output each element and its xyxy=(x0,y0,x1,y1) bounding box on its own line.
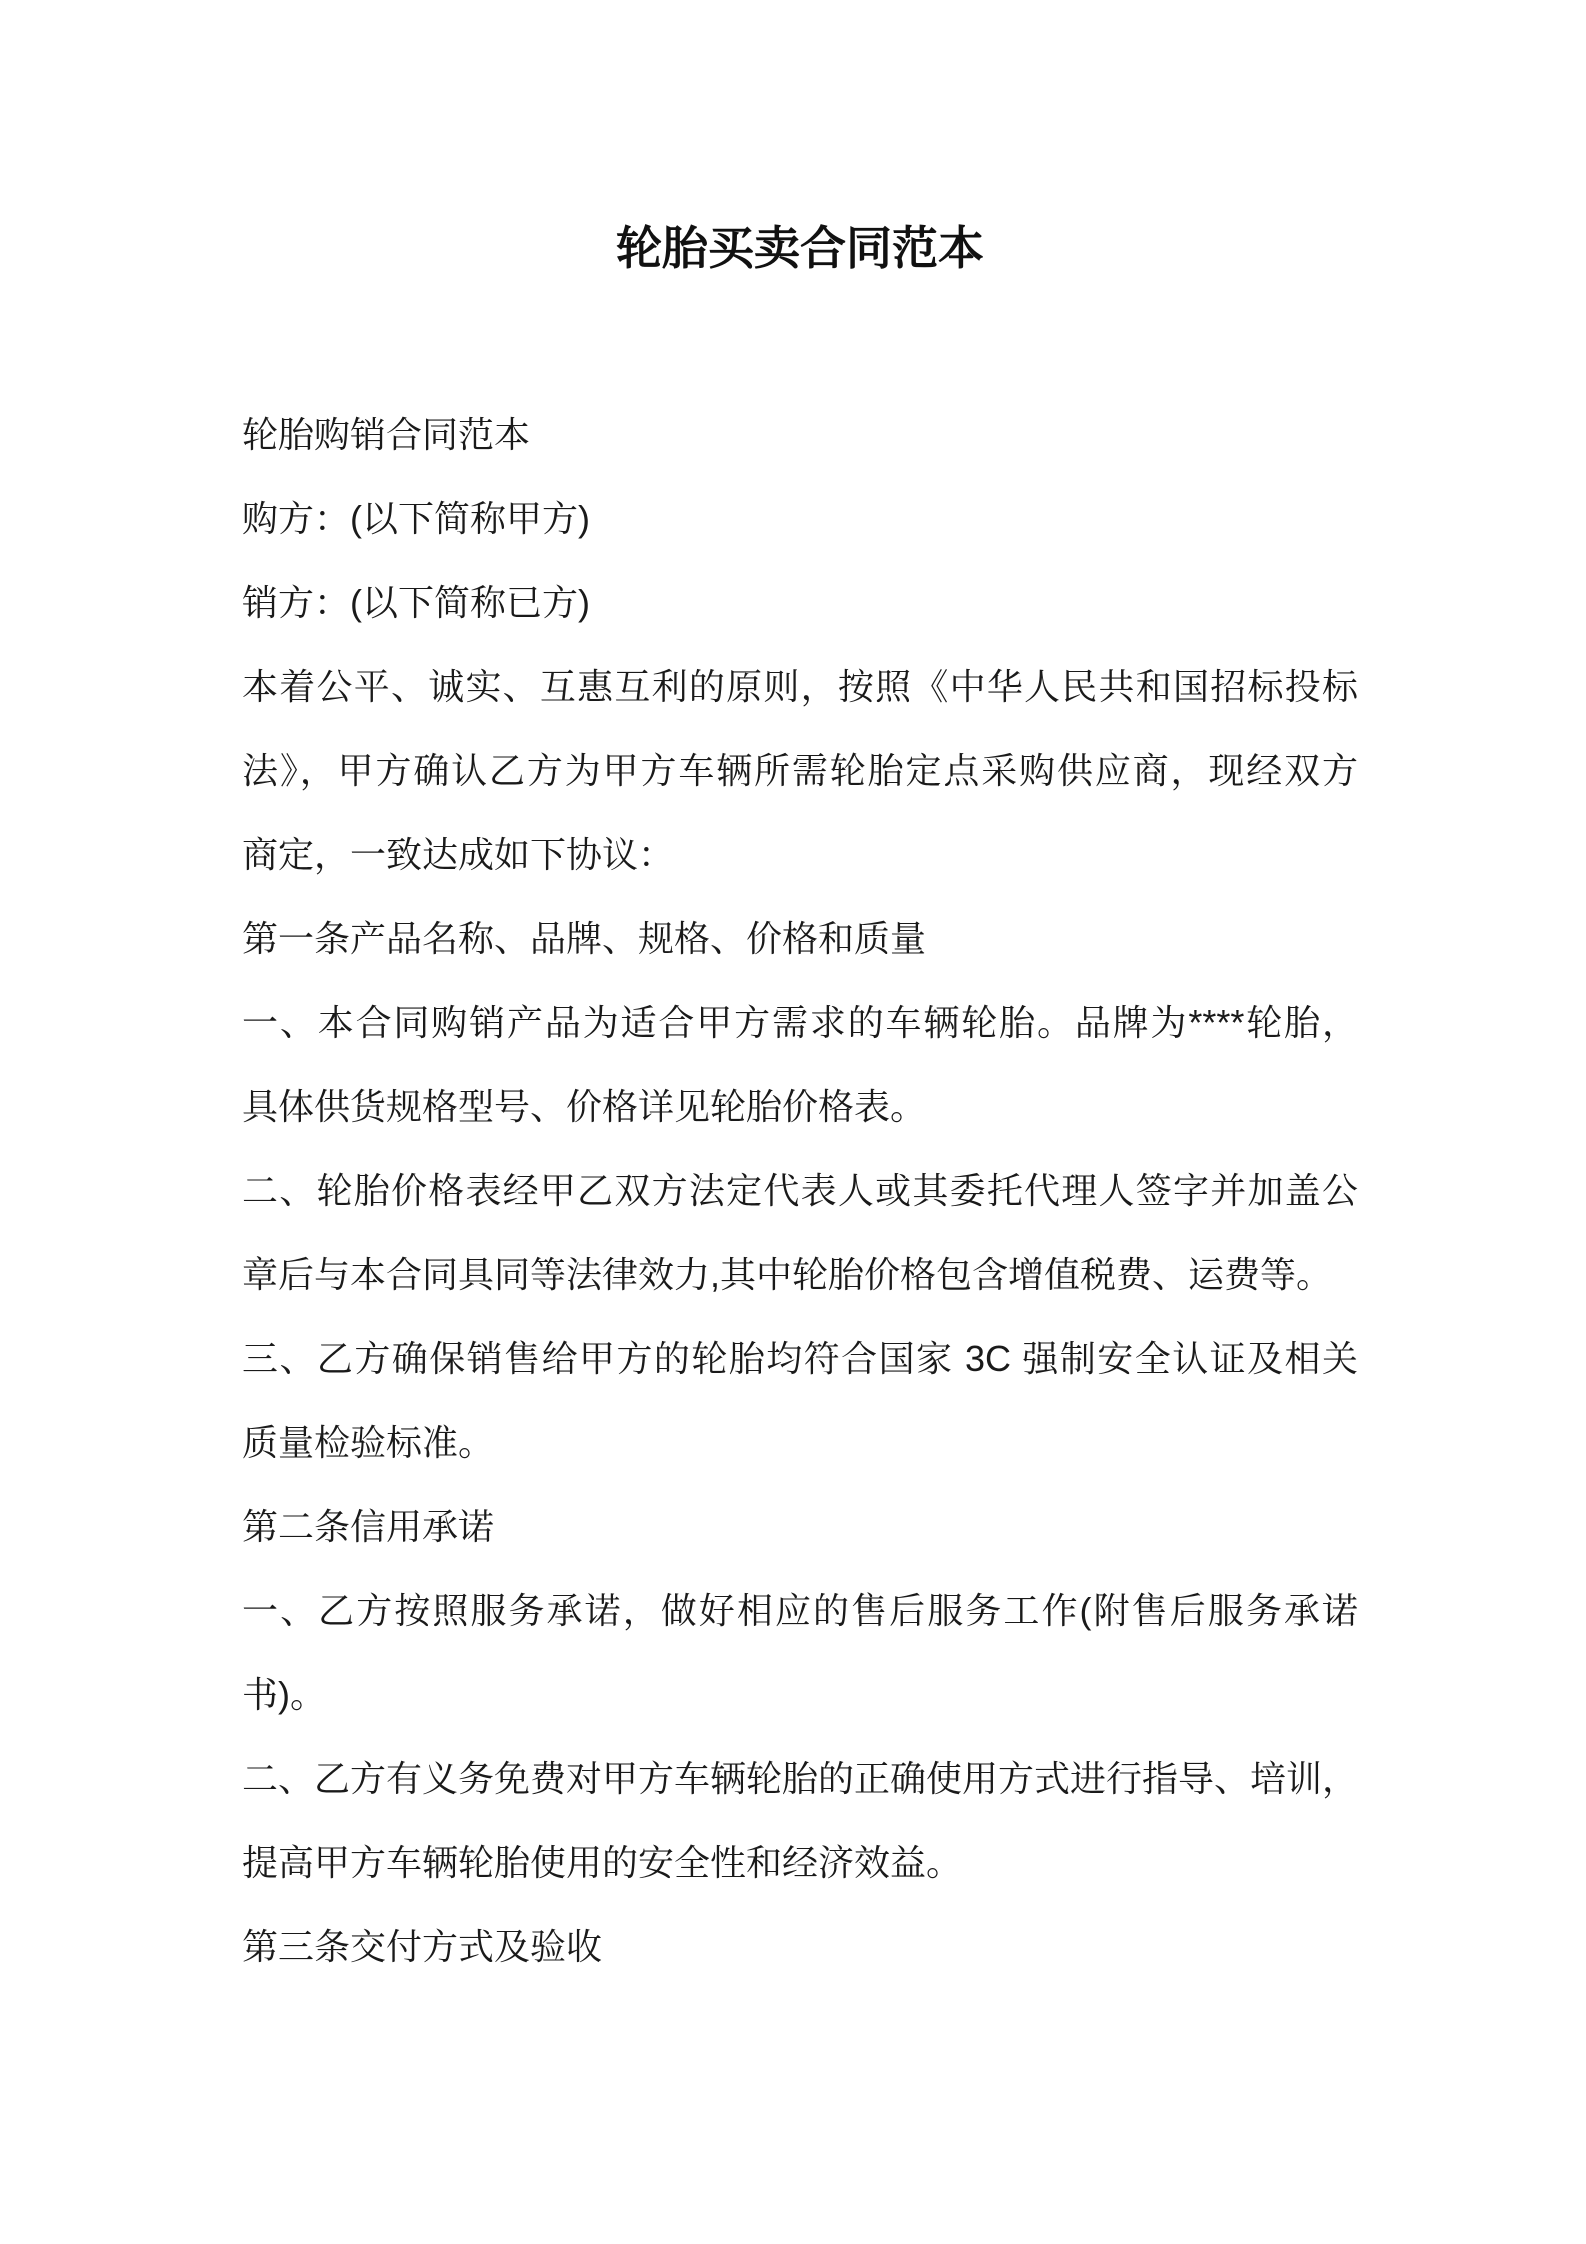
article-heading-1 xyxy=(242,897,1358,981)
paragraph-line: 购方：(以下简称甲方) xyxy=(242,498,590,539)
clause-paragraph xyxy=(242,1569,1358,1737)
clause-paragraph xyxy=(242,981,1358,1149)
article-heading-2 xyxy=(242,1485,1358,1569)
buyer-line xyxy=(242,477,1358,561)
seller-line xyxy=(242,561,1358,645)
clause-paragraph xyxy=(242,1317,1358,1485)
paragraph-line: 本着公平、诚实、互惠互利的原则，按照《中华人民共和国招标投标 xyxy=(242,666,1358,707)
document-title: 轮胎买卖合同范本 xyxy=(616,222,984,274)
contract-subtitle xyxy=(242,393,1358,477)
paragraph-line: 书)。 xyxy=(242,1674,326,1715)
paragraph-line: 章后与本合同具同等法律效力,其中轮胎价格包含增值税费、运费等。 xyxy=(242,1254,1333,1295)
paragraph-line: 二、乙方有义务免费对甲方车辆轮胎的正确使用方式进行指导、培训， xyxy=(242,1758,1359,1799)
paragraph-line: 第三条交付方式及验收 xyxy=(242,1926,603,1967)
preamble-paragraph xyxy=(242,645,1358,897)
document-body xyxy=(242,393,1358,1989)
paragraph-line: 二、轮胎价格表经甲乙双方法定代表人或其委托代理人签字并加盖公 xyxy=(242,1170,1358,1211)
paragraph-line: 轮胎购销合同范本 xyxy=(242,414,531,455)
paragraph-line: 提高甲方车辆轮胎使用的安全性和经济效益。 xyxy=(242,1842,963,1883)
paragraph-line: 一、乙方按照服务承诺，做好相应的售后服务工作(附售后服务承诺 xyxy=(242,1590,1358,1631)
paragraph-line: 一、本合同购销产品为适合甲方需求的车辆轮胎。品牌为****轮胎， xyxy=(242,1002,1358,1043)
paragraph-line: 商定，一致达成如下协议： xyxy=(242,834,675,875)
paragraph-line: 第一条产品名称、品牌、规格、价格和质量 xyxy=(242,918,927,959)
paragraph-line: 法》，甲方确认乙方为甲方车辆所需轮胎定点采购供应商，现经双方 xyxy=(242,750,1358,791)
paragraph-line: 销方：(以下简称已方) xyxy=(242,582,590,623)
paragraph-line: 第二条信用承诺 xyxy=(242,1506,495,1547)
paragraph-line: 三、乙方确保销售给甲方的轮胎均符合国家 3C 强制安全认证及相关 xyxy=(242,1338,1358,1379)
article-heading-3 xyxy=(242,1905,1358,1989)
paragraph-line: 具体供货规格型号、价格详见轮胎价格表。 xyxy=(242,1086,927,1127)
clause-paragraph xyxy=(242,1149,1358,1317)
paragraph-line: 质量检验标准。 xyxy=(242,1422,495,1463)
clause-paragraph xyxy=(242,1737,1358,1905)
